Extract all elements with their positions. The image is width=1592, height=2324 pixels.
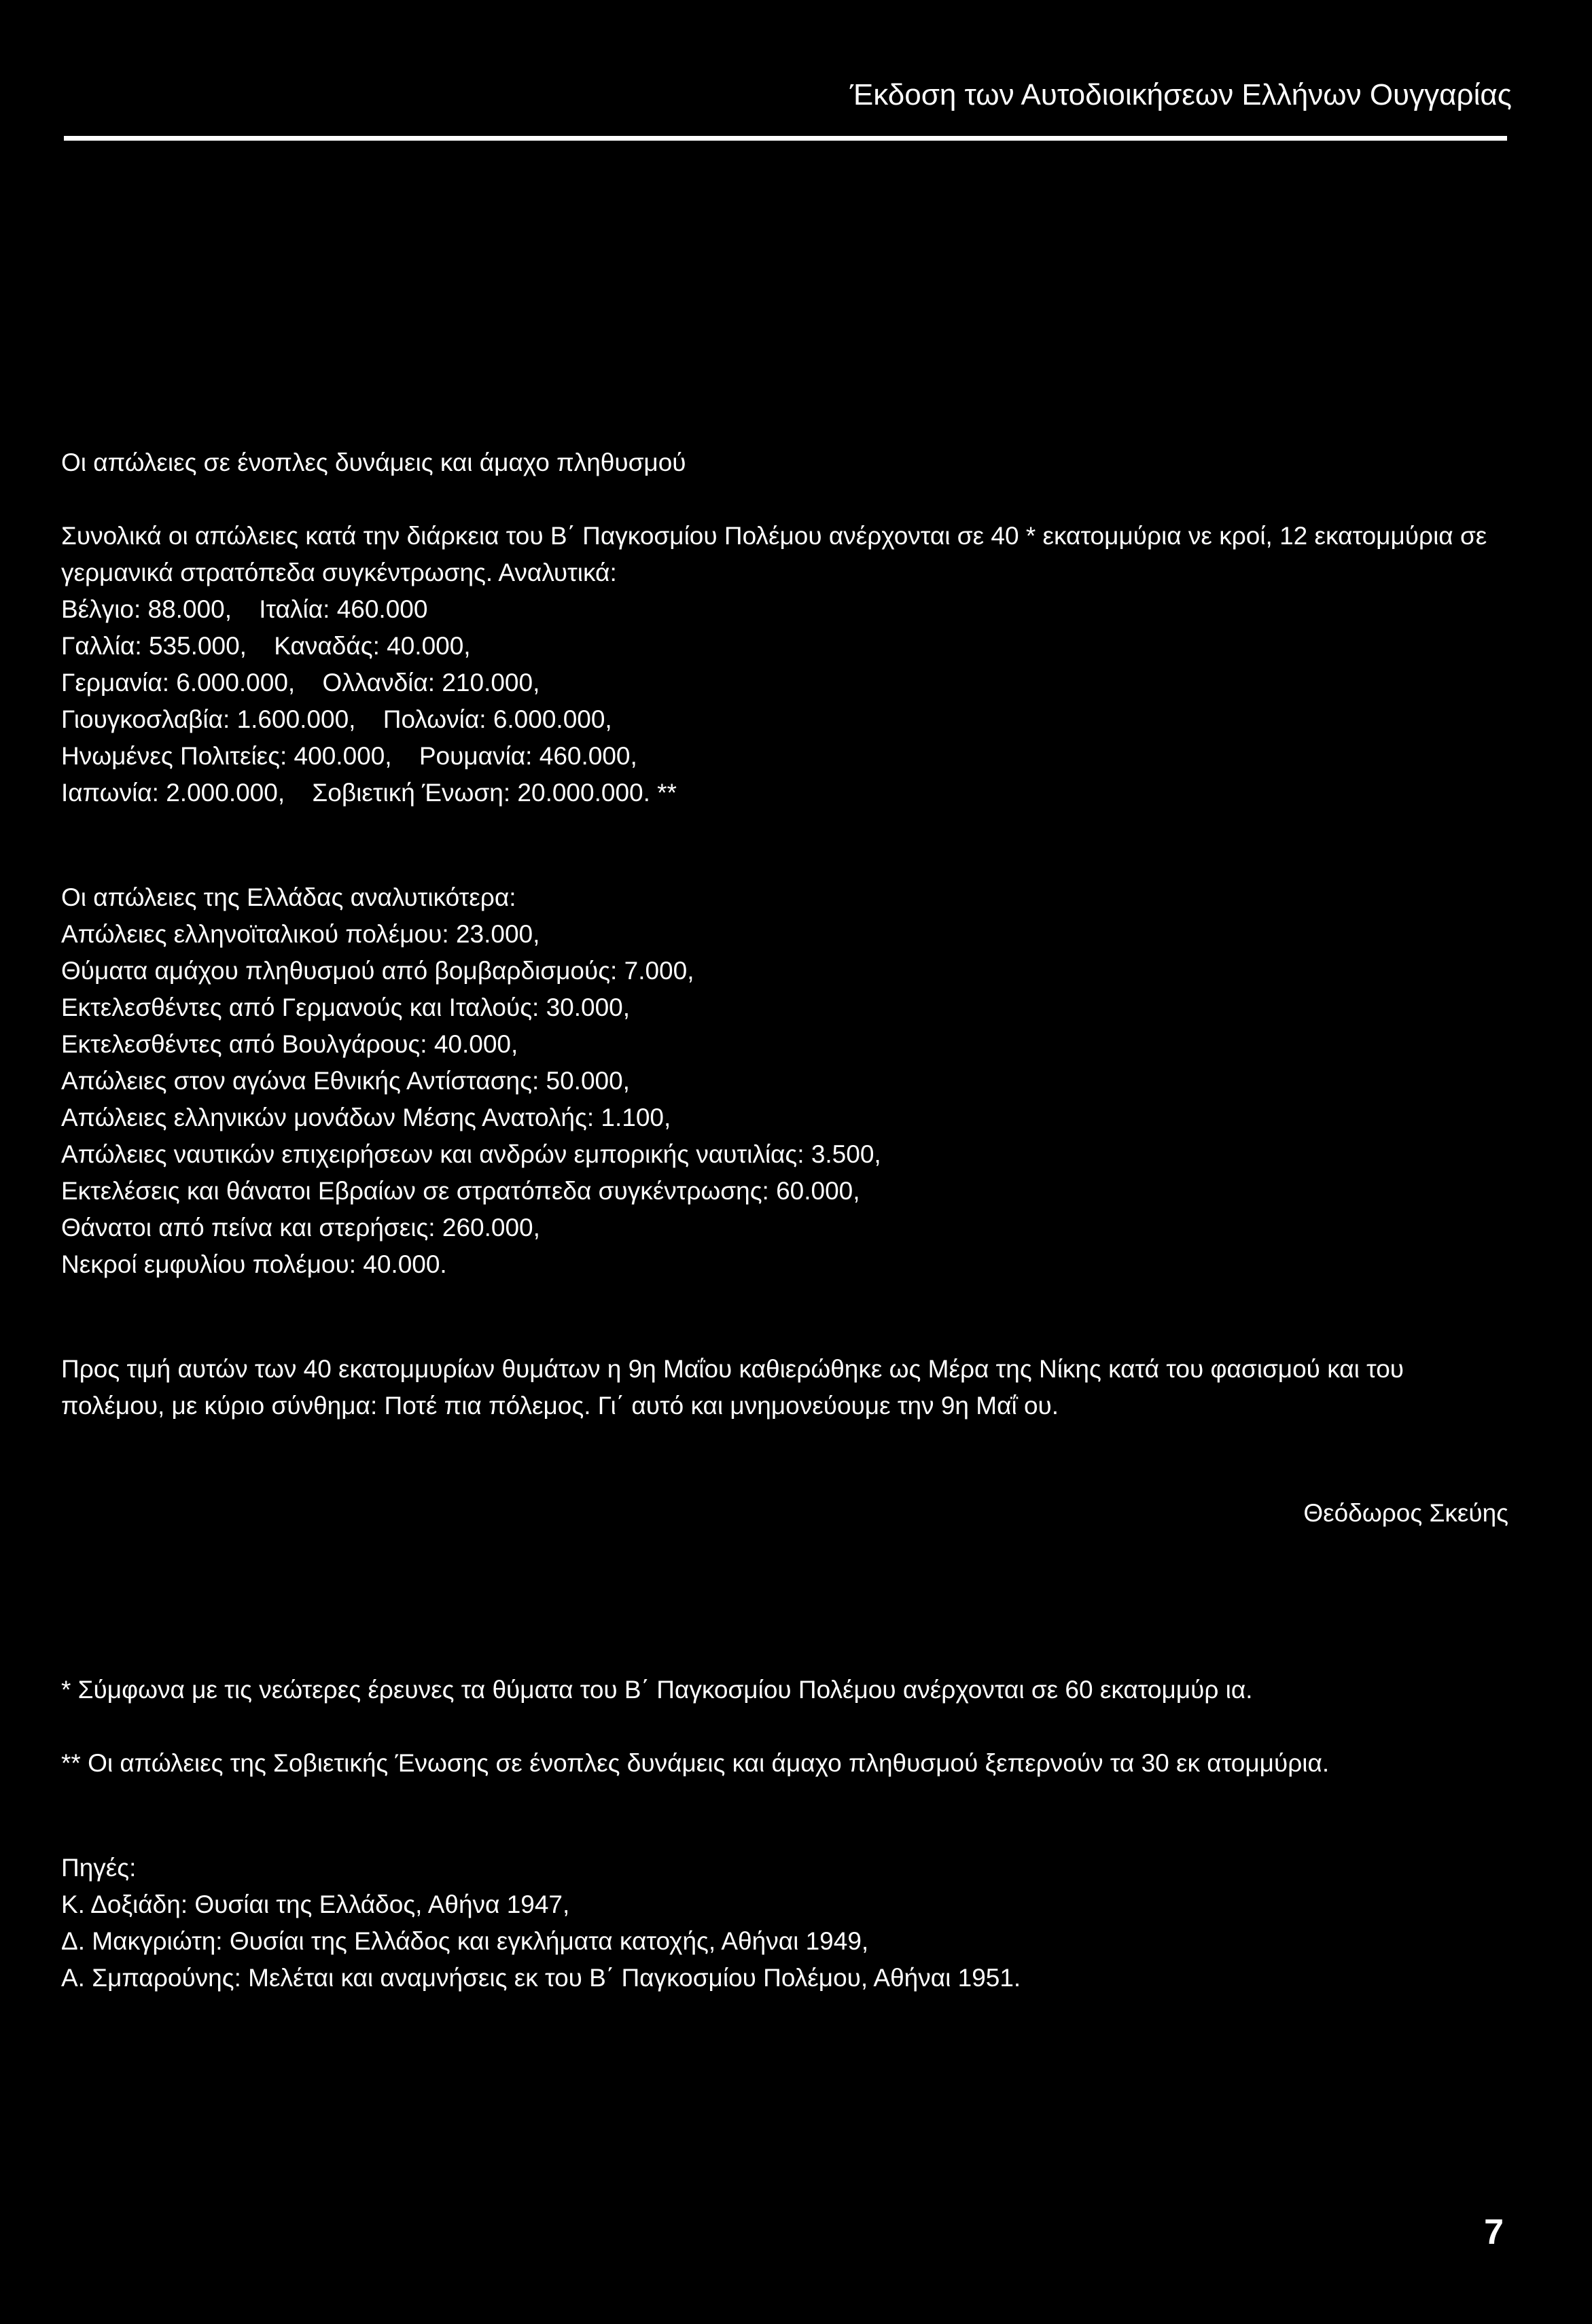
country-loss: Ιαπωνία: 2.000.000, — [61, 779, 285, 807]
list-item — [61, 738, 1508, 775]
list-item — [61, 591, 1508, 628]
list-item: Νεκροί εμφυλίου πολέμου: 40.000. — [61, 1250, 447, 1278]
list-item — [61, 628, 1508, 665]
greece-losses-heading: Οι απώλειες της Ελλάδας αναλυτικότερα: — [61, 883, 516, 911]
list-item: Απώλειες ναυτικών επιχειρήσεων και ανδρών εμπορικής ναυτιλίας: 3.500, — [61, 1140, 881, 1168]
sources-heading: Πηγές: — [61, 1854, 137, 1882]
country-losses-list — [61, 591, 1508, 811]
footnotes — [61, 1672, 1508, 1782]
list-item: Εκτελέσεις και θάνατοι Εβραίων σε στρατόπεδα συγκέντρωσης: 60.000, — [61, 1177, 860, 1205]
country-loss: Καναδάς: 40.000, — [274, 632, 471, 660]
country-loss: Βέλγιο: 88.000, — [61, 595, 232, 623]
list-item — [61, 701, 1508, 738]
country-loss: Ρουμανία: 460.000, — [419, 742, 637, 770]
source-item: Κ. Δοξιάδη: Θυσίαι της Ελλάδος, Αθήνα 1947, — [61, 1890, 570, 1918]
country-loss: Ολλανδία: 210.000, — [322, 669, 540, 697]
tribute-paragraph: Προς τιμή αυτών των 40 εκατομμυρίων θυμάτων η 9η Μαΐου καθιερώθηκε ως Μέρα της Νίκης κατά του φασισμού και του πολέμου, με κύριο σύνθημα: Ποτέ πια πόλεμος. Γι΄ αυτό και μνημονεύουμε την 9η Μαΐ ου. — [61, 1355, 1404, 1420]
source-item: Α. Σμπαρούνης: Μελέται και αναμνήσεις εκ του Β΄ Παγκοσμίου Πολέμου, Αθήναι 1951. — [61, 1964, 1021, 1992]
footnote: * Σύμφωνα με τις νεώτερες έρευνες τα θύματα του Β΄ Παγκοσμίου Πολέμου ανέρχονται σε 60 εκατομμύρ ια. — [61, 1676, 1253, 1704]
intro-paragraph: Συνολικά οι απώλειες κατά την διάρκεια του Β΄ Παγκοσμίου Πολέμου ανέρχονται σε 40 * εκατομμύρια νε κροί, 12 εκατομμύρια σε γερμανικά στρατόπεδα συγκέντρωσης. Αναλυτικά: — [61, 522, 1487, 586]
greece-losses-list — [61, 916, 1508, 1283]
sources-section — [61, 1850, 1508, 1996]
list-item — [61, 775, 1508, 811]
country-loss: Σοβιετική Ένωση: 20.000.000. ** — [312, 779, 677, 807]
country-loss: Γαλλία: 535.000, — [61, 632, 247, 660]
author-signature: Θεόδωρος Σκεύης — [1303, 1499, 1508, 1527]
list-item — [61, 665, 1508, 701]
page-number: 7 — [1484, 2213, 1504, 2252]
list-item: Απώλειες ελληνικών μονάδων Μέσης Ανατολής: 1.100, — [61, 1104, 671, 1131]
list-item: Θύματα αμάχου πληθυσμού από βομβαρδισμούς: 7.000, — [61, 957, 694, 985]
footnote: ** Οι απώλειες της Σοβιετικής Ένωσης σε ένοπλες δυνάμεις και άμαχο πληθυσμού ξεπερνούν τα 30 εκ ατομμύρια. — [61, 1749, 1330, 1777]
list-item: Εκτελεσθέντες από Βουλγάρους: 40.000, — [61, 1030, 518, 1058]
header-divider — [64, 136, 1507, 141]
country-loss: Ηνωμένες Πολιτείες: 400.000, — [61, 742, 392, 770]
source-item: Δ. Μακγριώτη: Θυσίαι της Ελλάδος και εγκλήματα κατοχής, Αθήναι 1949, — [61, 1927, 869, 1955]
section-heading: Οι απώλειες σε ένοπλες δυνάμεις και άμαχο πληθυσμού — [61, 448, 686, 476]
list-item: Θάνατοι από πείνα και στερήσεις: 260.000, — [61, 1214, 540, 1242]
country-loss: Πολωνία: 6.000.000, — [383, 705, 612, 733]
country-loss: Γιουγκοσλαβία: 1.600.000, — [61, 705, 356, 733]
country-loss: Ιταλία: 460.000 — [259, 595, 428, 623]
list-item: Απώλειες ελληνοϊταλικού πολέμου: 23.000, — [61, 920, 540, 948]
article-body — [61, 444, 1508, 1996]
page-header-title: Έκδοση των Αυτοδιοικήσεων Ελλήνων Ουγγαρίας — [849, 78, 1512, 111]
list-item: Απώλειες στον αγώνα Εθνικής Αντίστασης: 50.000, — [61, 1067, 630, 1095]
country-loss: Γερμανία: 6.000.000, — [61, 669, 296, 697]
list-item: Εκτελεσθέντες από Γερμανούς και Ιταλούς: 30.000, — [61, 993, 631, 1021]
